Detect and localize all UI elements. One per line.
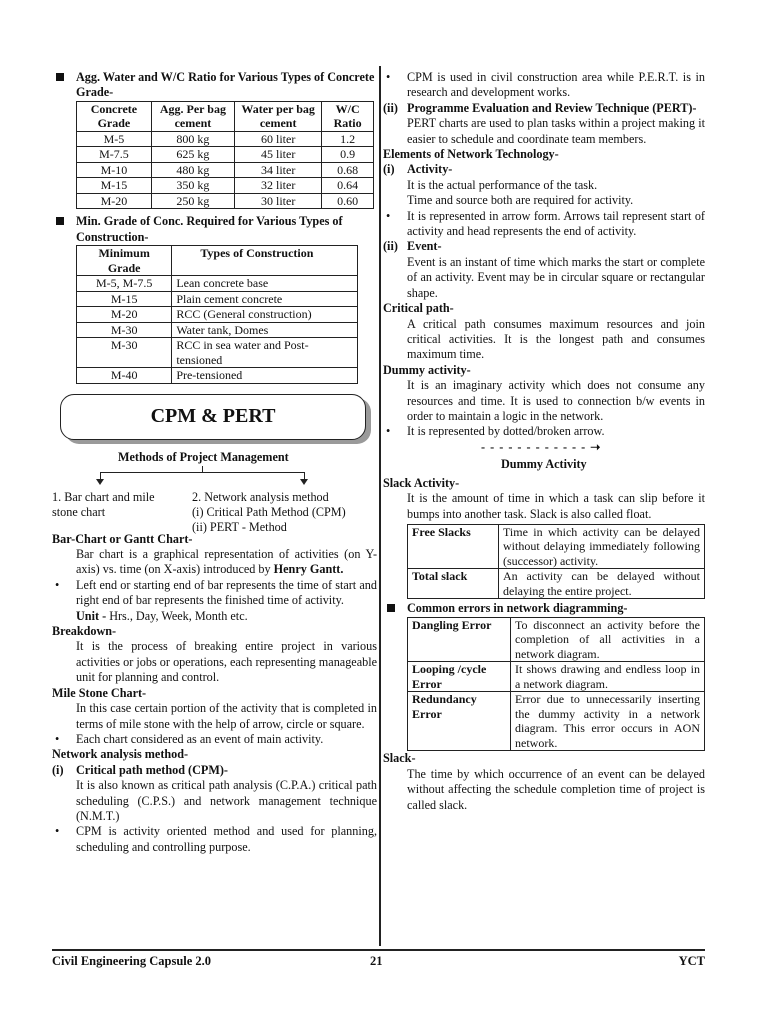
table-row [77,368,358,384]
pert-heading: (ii) Programme Evaluation and Review Technique (PERT)- [383,100,697,115]
footer-rule [52,949,705,951]
column-header: Agg. Per bag cement [151,101,234,131]
table-cell: Water tank, Domes [172,322,358,338]
cpm-heading: (i) Critical path method (CPM)- [52,762,228,777]
cpm-pert-banner: CPM & PERT [60,394,366,440]
table-row [408,569,705,599]
bullet-dot-icon: • [386,424,391,439]
table-cell: 1.2 [322,131,374,147]
table-cell: Plain cement concrete [172,291,358,307]
table-header-row [77,246,358,276]
table-row [408,617,705,662]
table-cell: 625 kg [151,147,234,163]
slack-text: The time by which occurrence of an event can be delayed without affecting the schedule completion time of project is called slack. [407,766,705,812]
critical-path-text: A critical path consumes maximum resources and join critical activities. It is the longest path and consumes maximum time. [407,316,705,362]
methods-diagram [52,449,377,535]
square-bullet-icon [56,217,64,225]
column-divider [379,66,381,946]
errors-table [407,617,705,752]
method-network: 2. Network analysis method (i) Critical Path Method (CPM) (ii) PERT - Method [192,489,346,535]
pert-text: PERT charts are used to plan tasks within a project making it easier to schedule and coordinate team members. [407,116,705,146]
breakdown-heading: Breakdown- [52,624,117,639]
agg-ratio-heading: Agg. Water and W/C Ratio for Various Types of Concrete Grade- [52,70,377,101]
table-row [77,307,358,323]
critical-path-heading: Critical path- [383,301,454,316]
dummy-activity-heading: Dummy activity- [383,362,471,377]
method-bar-chart: 1. Bar chart and mile stone chart [52,489,155,520]
cpm-usage-bullet: • CPM is used in civil construction area while P.E.R.T. is in research and development works. [386,70,705,100]
table-row [77,322,358,338]
table-row [77,178,374,194]
right-column [383,70,705,813]
table-cell: M-20 [77,307,172,323]
dashed-arrow-icon: - - - - - - - - - - - - ➝ [481,439,602,454]
table-cell: M-15 [77,291,172,307]
table-cell: RCC (General construction) [172,307,358,323]
bullet-dot-icon: • [55,577,60,592]
slack-activity-heading: Slack Activity- [383,475,460,490]
table-cell: Pre-tensioned [172,368,358,384]
bar-chart-text: Bar chart is a graphical representation of activities (on Y-axis) vs. time (on X-axis) introduced by Henry Gantt. [76,547,377,577]
bar-chart-bullet: • Left end or starting end of bar represents the time of start and right end of bar represents the finished time of activity. [55,577,377,608]
event-text: Event is an instant of time which marks the start or complete of an activity. Event may be in circular square or rectangular shape. [407,254,705,300]
table-cell: RCC in sea water and Post-tensioned [172,338,358,368]
table-cell: M-40 [77,368,172,384]
table-cell: 30 liter [235,193,322,209]
table-cell: 60 liter [235,131,322,147]
table-cell: An activity can be delayed without delaying the entire project. [499,569,705,599]
table-cell: It shows drawing and endless loop in a network diagram. [511,662,705,692]
table-cell: 32 liter [235,178,322,194]
breakdown-text: It is the process of breaking entire project in various activities or jobs or operations, each representing manageable unit for planning and control. [76,639,377,685]
event-heading: (ii) Event- [383,239,442,254]
table-cell: Total slack [408,569,499,599]
table-cell: 250 kg [151,193,234,209]
page-footer [52,954,705,972]
bullet-dot-icon: • [55,824,60,839]
table-cell: M-7.5 [77,147,152,163]
unit-line: Unit - Hrs., Day, Week, Month etc. [76,608,248,623]
milestone-text: In this case certain portion of the activity that is completed in terms of mile stone with the help of arrow, circle or square. [76,701,377,731]
table-cell: Looping /cycle Error [408,662,511,692]
dummy-activity-text: It is an imaginary activity which does not consume any resources and time. It is used to connection b/w events in order to maintain a logic in the network. [407,378,705,423]
table-cell: 0.9 [322,147,374,163]
network-heading: Network analysis method- [52,747,189,762]
slack-table [407,524,705,600]
table-cell: Lean concrete base [172,276,358,292]
page-number: 21 [370,954,383,968]
cpm-text: It is also known as critical path analysis (C.P.A.) critical path scheduling (C.P.S.) and network management technique (N.M.T.) [76,778,377,823]
wc-ratio-table [76,101,374,210]
table-cell: 480 kg [151,162,234,178]
column-header: W/C Ratio [322,101,374,131]
table-row [77,338,358,368]
activity-line-1: It is the actual performance of the task. [407,177,598,192]
bar-chart-heading: Bar-Chart or Gantt Chart- [52,531,193,546]
table-row [408,692,705,751]
milestone-bullet: • Each chart considered as an event of main activity. [55,731,324,746]
table-cell: M-30 [77,322,172,338]
table-row [77,276,358,292]
bullet-dot-icon: • [55,731,60,746]
table-cell: Time in which activity can be delayed without delaying immediately following (successor) activity. [499,524,705,569]
table-cell: 800 kg [151,131,234,147]
table-row [408,662,705,692]
column-header: Concrete Grade [77,101,152,131]
table-cell: 0.68 [322,162,374,178]
table-cell: M-10 [77,162,152,178]
table-row [77,147,374,163]
methods-title: Methods of Project Management [118,449,289,464]
table-cell: 0.60 [322,193,374,209]
errors-heading: Common errors in network diagramming- [383,601,705,616]
activity-heading: (i) Activity- [383,162,453,177]
table-cell: M-20 [77,193,152,209]
table-cell: 350 kg [151,178,234,194]
activity-bullet: • It is represented in arrow form. Arrows tail represent start of activity and head represents the end of activity. [386,208,705,239]
dummy-activity-label: Dummy Activity [501,456,587,471]
table-row [77,162,374,178]
arrow-down-icon [300,479,308,485]
min-grade-table [76,245,358,384]
bullet-dot-icon: • [386,208,391,223]
table-cell: M-30 [77,338,172,368]
left-column [52,70,377,855]
table-cell: 34 liter [235,162,322,178]
square-bullet-icon [387,604,395,612]
table-cell: 45 liter [235,147,322,163]
table-cell: M-5 [77,131,152,147]
table-row [77,193,374,209]
slack-activity-text: It is the amount of time in which a task can slip before it bumps into another task. Slack is also called float. [407,491,705,521]
dummy-activity-figure [383,440,705,476]
elements-heading: Elements of Network Technology- [383,147,559,162]
table-cell: Free Slacks [408,524,499,569]
column-header: Types of Construction [172,246,358,276]
diagram-branch-line [100,472,304,473]
footer-publisher: YCT [678,954,705,968]
cpm-bullet: • CPM is activity oriented method and used for planning, scheduling and controlling purpose. [55,824,377,854]
table-cell: M-5, M-7.5 [77,276,172,292]
table-row [77,291,358,307]
activity-line-2: Time and source both are required for activity. [407,193,634,208]
table-row [77,131,374,147]
table-cell: Error due to unnecessarily inserting the dummy activity in a network diagram. This error occurs in AON network. [511,692,705,751]
table-cell: M-15 [77,178,152,194]
table-cell: 0.64 [322,178,374,194]
min-grade-heading: Min. Grade of Conc. Required for Various Types of Construction- [52,214,377,245]
bullet-dot-icon: • [386,70,391,84]
table-cell: Redundancy Error [408,692,511,751]
slack-heading: Slack- [383,751,416,766]
square-bullet-icon [56,73,64,81]
table-row [408,524,705,569]
footer-book-title: Civil Engineering Capsule 2.0 [52,954,212,968]
column-header: Minimum Grade [77,246,172,276]
table-cell: To disconnect an activity before the completion of all activities in a network diagram. [511,617,705,662]
column-header: Water per bag cement [235,101,322,131]
dummy-bullet: • It is represented by dotted/broken arrow. [386,424,605,439]
milestone-heading: Mile Stone Chart- [52,685,147,700]
table-cell: Dangling Error [408,617,511,662]
table-header-row [77,101,374,131]
arrow-down-icon [96,479,104,485]
